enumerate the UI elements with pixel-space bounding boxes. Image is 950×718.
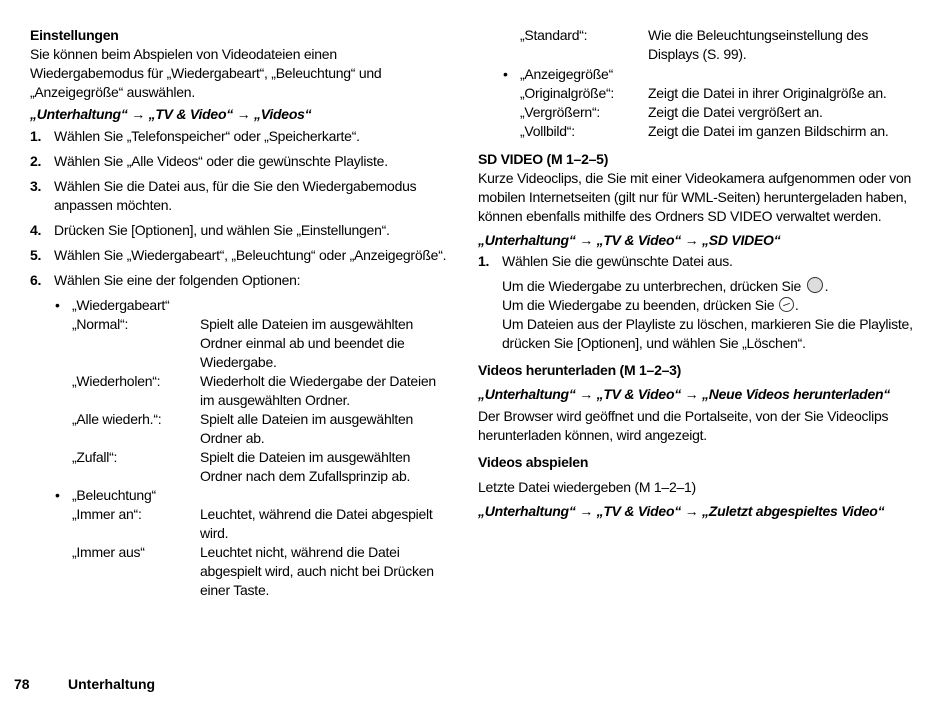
option-key: „Originalgröße“:: [520, 85, 615, 101]
step-number: 2.: [30, 153, 42, 169]
delete-instruction: Um Dateien aus der Playliste zu löschen, markieren Sie die Playliste, drücken Sie [Optionen], und wählen Sie „Löschen“.: [502, 316, 913, 351]
end-key-icon: [779, 297, 794, 312]
bullet-label: „Anzeigegröße“: [520, 66, 613, 82]
bullet-dot-icon: •: [503, 66, 508, 82]
bullet-dot-icon: •: [55, 297, 60, 313]
option-desc: Spielt alle Dateien im ausgewählten Ordner ab.: [200, 411, 414, 446]
step-text: Wählen Sie die Datei aus, für die Sie den Wiedergabemodus anpassen möchten.: [54, 178, 417, 213]
option-desc: Zeigt die Datei vergrößert an.: [648, 104, 823, 120]
left-column: [30, 26, 450, 600]
play-heading: Videos abspielen: [478, 454, 589, 470]
step-6: [30, 271, 450, 290]
option-desc: Zeigt die Datei in ihrer Originalgröße an.: [648, 85, 887, 101]
option-desc: Spielt alle Dateien im ausgewählten Ordner einmal ab und beendet die Wiedergabe.: [200, 316, 414, 370]
option-key: „Alle wiederh.“:: [72, 411, 162, 427]
bullet-label: „Beleuchtung“: [72, 487, 156, 503]
pause-instruction: [502, 277, 918, 296]
page-footer: [14, 676, 155, 692]
pause-text: Um die Wiedergabe zu unterbrechen, drücken Sie: [502, 278, 802, 294]
option-row: [30, 372, 450, 410]
option-row: [478, 103, 918, 122]
bullet-display-size: [478, 65, 918, 84]
download-text: Der Browser wird geöffnet und die Portalseite, von der Sie Videoclips herunterladen können, wird angezeigt.: [478, 408, 889, 443]
settings-heading: Einstellungen: [30, 27, 119, 43]
step-1: [30, 127, 450, 146]
option-key: „Immer an“:: [72, 506, 142, 522]
option-desc: Wie die Beleuchtungseinstellung des Displays (S. 99).: [648, 27, 869, 62]
bullet-label: „Wiedergabeart“: [72, 297, 170, 313]
option-key: „Vergrößern“:: [520, 104, 600, 120]
option-key: „Zufall“:: [72, 449, 118, 465]
download-heading: Videos herunterladen (M 1–2–3): [478, 362, 682, 378]
option-row: [30, 543, 450, 600]
option-desc: Leuchtet, während die Datei abgespielt wird.: [200, 506, 433, 541]
option-row: [478, 122, 918, 141]
step-number: 3.: [30, 178, 42, 194]
step-3: [30, 177, 450, 215]
pause-period: .: [824, 278, 829, 294]
option-key: „Wiederholen“:: [72, 373, 161, 389]
page-number: 78: [14, 676, 30, 692]
option-key: „Vollbild“:: [520, 123, 575, 139]
option-row: [30, 448, 450, 486]
stop-instruction: [502, 296, 918, 315]
step-number: 6.: [30, 272, 42, 288]
option-key: „Standard“:: [520, 27, 588, 43]
option-key: „Normal“:: [72, 316, 129, 332]
step-2: [30, 152, 450, 171]
step-number: 4.: [30, 222, 42, 238]
sd-video-path: „Unterhaltung“ → „TV & Video“ → „SD VIDEO“: [478, 232, 781, 248]
stop-text: Um die Wiedergabe zu beenden, drücken Sie: [502, 297, 775, 313]
play-text: Letzte Datei wiedergeben (M 1–2–1): [478, 479, 696, 495]
bullet-dot-icon: •: [55, 487, 60, 503]
step-number: 5.: [30, 247, 42, 263]
step-text: Drücken Sie [Optionen], und wählen Sie „Einstellungen“.: [54, 222, 390, 238]
step-number: 1.: [30, 128, 42, 144]
step-4: [30, 221, 450, 240]
stop-period: .: [794, 297, 799, 313]
option-desc: Leuchtet nicht, während die Datei abgespielt wird, auch nicht bei Drücken einer Taste.: [200, 544, 434, 598]
sd-video-intro: Kurze Videoclips, die Sie mit einer Videokamera aufgenommen oder von mobilen Internetseiten (gilt nur für WML-Seiten) heruntergeladen haben, können ebenfalls mithilfe des Ordners SD VIDEO verwaltet werden.: [478, 170, 912, 224]
step-text: Wählen Sie „Alle Videos“ oder die gewünschte Playliste.: [54, 153, 388, 169]
option-key: „Immer aus“: [72, 544, 145, 560]
right-column: [478, 26, 918, 520]
option-row: [30, 505, 450, 543]
step-text: Wählen Sie die gewünschte Datei aus.: [502, 253, 733, 269]
section-name: Unterhaltung: [68, 676, 156, 692]
bullet-lighting: [30, 486, 450, 505]
settings-intro: Sie können beim Abspielen von Videodateien einen Wiedergabemodus für „Wiedergabeart“, „Beleuchtung“ und „Anzeigegröße“ auswählen.: [30, 46, 382, 100]
option-row: [30, 410, 450, 448]
bullet-playback-mode: [30, 296, 450, 315]
option-row: [478, 26, 918, 64]
menu-path: „Unterhaltung“ → „TV & Video“ → „Videos“: [30, 106, 312, 122]
option-row: [478, 84, 918, 103]
sd-step-1: [478, 252, 918, 271]
sd-video-heading: SD VIDEO (M 1–2–5): [478, 151, 609, 167]
sd-instructions: [478, 277, 918, 353]
option-row: [30, 315, 450, 372]
step-text: Wählen Sie „Telefonspeicher“ oder „Speicherkarte“.: [54, 128, 360, 144]
download-path: „Unterhaltung“ → „TV & Video“ → „Neue Videos herunterladen“: [478, 386, 891, 402]
center-key-icon: [807, 277, 823, 293]
step-text: Wählen Sie eine der folgenden Optionen:: [54, 272, 301, 288]
play-path: „Unterhaltung“ → „TV & Video“ → „Zuletzt abgespieltes Video“: [478, 503, 885, 519]
step-number: 1.: [478, 253, 490, 269]
option-desc: Spielt die Dateien im ausgewählten Ordner nach dem Zufallsprinzip ab.: [200, 449, 411, 484]
option-desc: Zeigt die Datei im ganzen Bildschirm an.: [648, 123, 889, 139]
option-desc: Wiederholt die Wiedergabe der Dateien im ausgewählten Ordner.: [200, 373, 436, 408]
step-text: Wählen Sie „Wiedergabeart“, „Beleuchtung“ oder „Anzeigegröße“.: [54, 247, 447, 263]
step-5: [30, 246, 450, 265]
